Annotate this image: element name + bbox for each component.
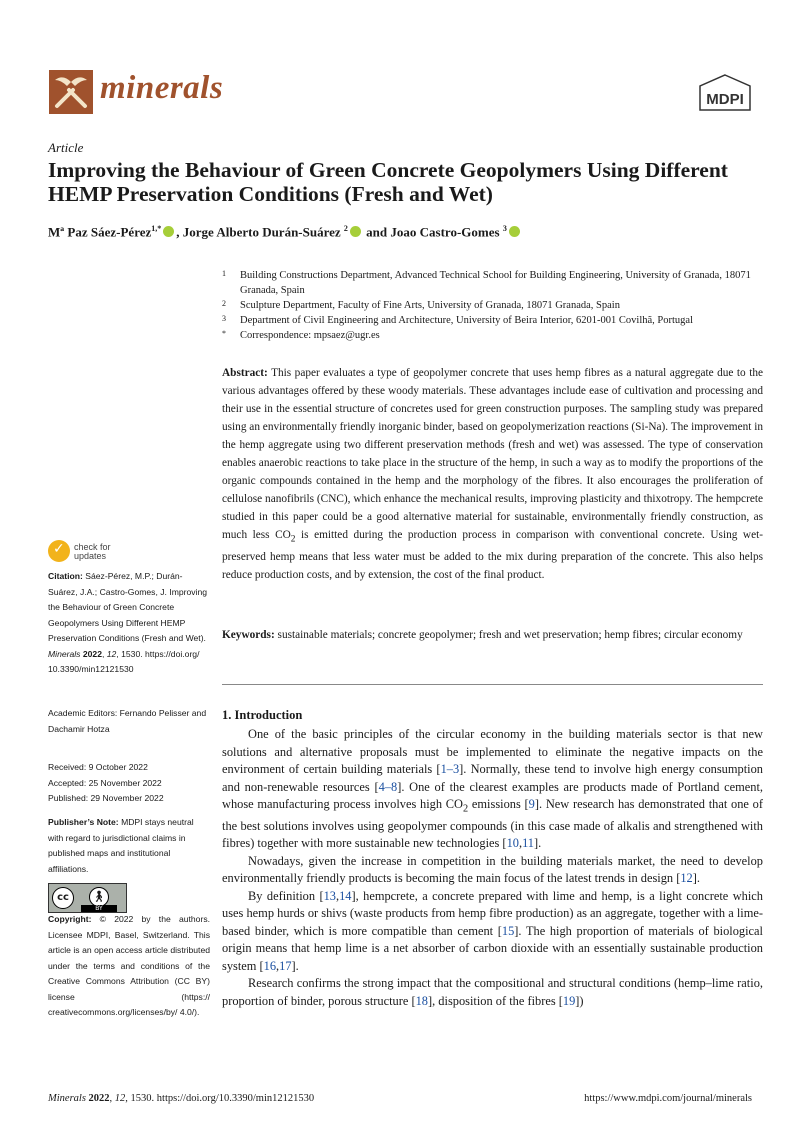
keywords-text: sustainable materials; concrete geopolymer; fresh and wet preservation; hemp fibres; circular economy (277, 629, 743, 641)
text-run: Research confirms the strong impact that the compositional and structural conditions (hemp–lime ratio, proportion of binder, porous structure [ (222, 976, 763, 1008)
paragraph (222, 726, 763, 853)
dates (48, 760, 210, 807)
citation-link[interactable]: 11 (522, 836, 534, 851)
abstract (222, 364, 763, 584)
citation-link[interactable]: 13 (323, 888, 336, 903)
publisher-note-text: MDPI stays neutral with regard to jurisdictional claims in published maps and institutional affiliations. (48, 817, 194, 874)
orcid-icon[interactable] (350, 226, 361, 237)
affiliations (222, 268, 762, 343)
abstract-text: This paper evaluates a type of geopolymer concrete that uses hemp fibres as a natural aggregate due to the various advantages offered by these woody materials. These advantages include ease of cultivation and processing and their use in the essential structure of concretes used for green construction purposes. The sampling study was prepared using an environmentally friendly inorganic binder, based on geopolymerization reactions (Si-Na). The improvement in the hemp aggregate using two different preservation methods (fresh and wet) was assessed. The type of conservation enables anaerobic reactions to take place in the structure of the hemp, in such a way as to modify the proportions of the organic compounds contained in the hemp and the morphology of the fibres. It also encourages the proliferation of cellulose nanofibrils (CNC), which enhance the mechanical results, improving plasticity and thixotropy. The hempcrete studied in this paper could be a good alternative material for sustainable, environmentally friendly construction, as much less CO (222, 367, 763, 541)
paragraph (222, 888, 763, 976)
affiliation-number: * (222, 329, 226, 338)
author-sep: , (176, 224, 183, 240)
citation-link[interactable]: 18 (415, 993, 428, 1008)
author-name[interactable]: Mª Paz Sáez-Pérez (48, 224, 152, 240)
keywords (222, 626, 763, 644)
text-run: ]. The high proportion of materials of biological origin means that hemp lime is a net absorber of carbon dioxide with an essentially sustainable production system [ (222, 923, 764, 973)
affiliation (222, 268, 762, 298)
citation-label: Citation: (48, 571, 83, 581)
citation-volume: 12 (106, 648, 117, 659)
footer-year: 2022 (88, 1093, 110, 1104)
affiliation-number: 1 (222, 269, 226, 278)
citation-link[interactable]: 1–3 (440, 762, 460, 776)
footer-volume: 12 (114, 1093, 126, 1104)
citation-year: 2022 (82, 648, 102, 659)
citation-link[interactable]: 16 (263, 958, 277, 973)
citation-doi[interactable]: , 1530. https://doi.org/ 10.3390/min12121530 (48, 648, 200, 674)
abstract-subscript: 2 (290, 534, 296, 545)
text-run: emissions [ (468, 797, 529, 811)
divider (222, 684, 763, 685)
affiliation-text: Department of Civil Engineering and Architecture, University of Beira Interior, 6201-001 Covilhã, Portugal (240, 315, 694, 326)
cc-icon: cc (52, 887, 74, 909)
author-and: and (366, 224, 388, 240)
author-name[interactable]: Joao Castro-Gomes (390, 224, 500, 240)
text-run: ]. (692, 871, 700, 886)
abstract-text: is emitted during the production process in comparison with conventional concrete. Using wet-preserved hemp means that less water must be added to the mix during preparation of the concrete. This also helps reduce production costs, and by extension, the cost of the final product. (222, 529, 763, 582)
text-run: ]. (291, 958, 299, 973)
footer-journal: Minerals (48, 1093, 86, 1104)
mdpi-logo[interactable] (698, 74, 752, 114)
citation: Citation: Sáez-Pérez, M.P.; Durán-Suárez, J.A.; Castro-Gomes, J. Improving the Behaviour of Green Concrete Geopolymers Using Different HEMP Preservation Conditions (Fresh and Wet). Minerals 2022, 12, 1530. https://doi.org/ 10.3390/min12121530 (48, 571, 208, 674)
journal-name[interactable]: minerals (100, 70, 224, 106)
text-run: , (276, 958, 280, 973)
correspondence-text[interactable]: Correspondence: mpsaez@ugr.es (240, 330, 380, 341)
paper-title: Improving the Behaviour of Green Concrete Geopolymers Using Different HEMP Preservation Conditions (Fresh and Wet) (48, 158, 728, 206)
affiliation (222, 313, 762, 328)
orcid-icon[interactable] (509, 226, 520, 237)
copyright-text: © 2022 by the authors. Licensee MDPI, Basel, Switzerland. This article is an open access article distributed under the terms and conditions of the Creative Commons Attribution (CC BY) license (https:// creativecommons.org/licenses/by/ 4.0/). (48, 914, 211, 1017)
text-run: Nowadays, given the increase in competition in the building materials market, the need to develop environmentally friendly products is becoming the main focus of the latest trends in design [ (222, 853, 763, 886)
citation-link[interactable]: 14 (339, 888, 352, 903)
orcid-icon[interactable] (163, 226, 174, 237)
footer-citation: Minerals 2022, 12, 1530. https://doi.org/10.3390/min12121530 (48, 1093, 315, 1104)
check-updates-label: check for updates (74, 542, 111, 561)
citation-link[interactable]: 15 (501, 923, 515, 938)
author-name[interactable]: Jorge Alberto Durán-Suárez (182, 224, 341, 240)
text-run: One of the basic principles of the circular economy in the building materials sector is that new solutions and alternative proposals must be implemented to eliminate the negative impacts on the environment of certain building materials [ (222, 727, 763, 776)
affiliation-text: Building Constructions Department, Advanced Technical School for Building Engineering, University of Granada, 18071 Granada, Spain (240, 270, 751, 296)
paragraph (222, 975, 763, 1010)
section-heading: 1. Introduction (222, 708, 303, 722)
attribution-icon: 🚶︎ (89, 887, 109, 907)
mdpi-logo-text: MDPI (706, 91, 744, 108)
publisher-note-label: Publisher’s Note: (48, 817, 119, 827)
footer-journal-url[interactable]: https://www.mdpi.com/journal/minerals (584, 1093, 752, 1104)
text-run: By definition [ (248, 888, 324, 903)
citation-link[interactable]: 17 (279, 958, 292, 973)
footer-doi[interactable]: , 1530. https://doi.org/10.3390/min12121530 (125, 1093, 315, 1104)
introduction-body (222, 726, 763, 1010)
affiliation-text: Sculpture Department, Faculty of Fine Arts, University of Granada, 18071 Granada, Spain (240, 300, 620, 311)
citation-link[interactable]: 19 (562, 993, 576, 1008)
subscript: 2 (463, 803, 469, 815)
copyright (48, 912, 210, 1021)
citation-link[interactable]: 12 (680, 871, 693, 886)
citation-text: Sáez-Pérez, M.P.; Durán-Suárez, J.A.; Castro-Gomes, J. Improving the Behaviour of Green Concrete Geopolymers Using Different HEMP Preservation Conditions (Fresh and Wet). (48, 571, 208, 643)
citation-link[interactable]: 4–8 (378, 779, 398, 794)
received-date: Received: 9 October 2022 (48, 762, 148, 772)
author-sup: 1,* (151, 224, 162, 233)
affiliation (222, 298, 762, 313)
journal-logo (49, 70, 93, 114)
text-run: ]. New research has demonstrated that one of the best solutions involves using geopolymer compounds (in this case made of alkalis and strengthened with fibres) together with more sustainable new technologies [ (222, 797, 763, 851)
text-run: ]) (575, 993, 584, 1008)
article-type: Article (48, 140, 84, 155)
cc-by-label: BY (81, 905, 117, 912)
check-updates-icon (48, 540, 70, 562)
abstract-label: Abstract: (222, 367, 268, 379)
text-run: ]. Normally, these tend to involve high energy consumption and non-renewable resources [ (222, 762, 763, 794)
text-run: , (336, 888, 340, 903)
text-run: ], disposition of the fibres [ (427, 993, 563, 1008)
text-run: ]. (534, 836, 542, 851)
accepted-date: Accepted: 25 November 2022 (48, 777, 162, 788)
correspondence (222, 328, 762, 343)
author-sup: 2 (343, 224, 348, 233)
publisher-note (48, 815, 210, 877)
academic-editors: Academic Editors: Fernando Pelisser and Dachamir Hotza (48, 708, 207, 734)
text-run: ], hempcrete, a concrete prepared with lime and hemp, is a light concrete which uses hemp hurds or shivs (waste products from hemp fibre production) as an aggregate, together with a lime-based binder, which is more compatible than cement [ (222, 888, 763, 938)
copyright-label: Copyright: (48, 914, 92, 924)
author-sup: 3 (502, 224, 507, 233)
paragraph (222, 853, 763, 888)
citation-link[interactable]: 10 (506, 836, 519, 851)
text-run: , (518, 836, 523, 851)
published-date: Published: 29 November 2022 (48, 793, 164, 803)
affiliation-number: 2 (222, 299, 226, 308)
affiliation-number: 3 (222, 314, 226, 323)
citation-link[interactable]: 9 (528, 797, 535, 811)
cc-by-license-badge[interactable] (48, 883, 127, 913)
author-list (48, 224, 522, 240)
keywords-label: Keywords: (222, 629, 275, 641)
text-run: ]. One of the clearest examples are products made of Portland cement, whose manufacturing process involves high CO (222, 779, 763, 811)
citation-journal: Minerals (48, 648, 81, 659)
